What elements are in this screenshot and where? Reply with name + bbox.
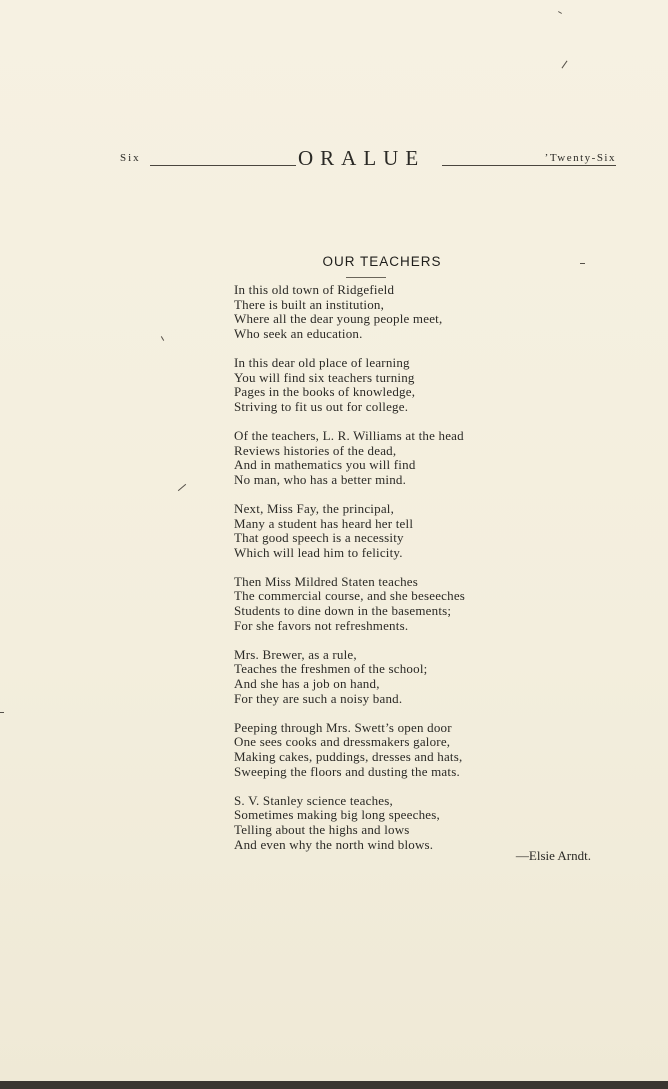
poem-line: One sees cooks and dressmakers galore,: [234, 734, 451, 750]
header-rule-left: [150, 165, 296, 166]
poem-line: You will find six teachers turning: [234, 369, 415, 385]
poem-line: Making cakes, puddings, dresses and hats,: [234, 749, 463, 764]
poem-line: Pages in the books of knowledge,: [234, 384, 416, 400]
poem-line: Which will lead him to felicity.: [234, 544, 403, 560]
poem-body: [234, 283, 594, 867]
stanza: [234, 721, 594, 779]
poem-line: Who seek an education.: [234, 325, 363, 341]
poem-line: Peeping through Mrs. Swett’s open door: [234, 719, 452, 735]
poem-line: Reviews histories of the dead,: [234, 442, 397, 458]
stanza: [234, 356, 594, 414]
publication-title: ORALUE: [298, 146, 426, 170]
poem-line: No man, who has a better mind.: [234, 471, 407, 487]
title-underline: [346, 277, 386, 278]
running-header: [120, 148, 616, 172]
scan-mark: [580, 263, 585, 264]
stanza: [234, 502, 594, 560]
poem-line: Many a student has heard her tell: [234, 515, 414, 531]
poem-line: The commercial course, and she beseeches: [234, 588, 466, 604]
poem-line: In this old town of Ridgefield: [234, 282, 395, 297]
scan-edge: [0, 1081, 668, 1089]
poem-line: And in mathematics you will find: [234, 457, 416, 473]
poem-line: Telling about the highs and lows: [234, 821, 410, 837]
poem-title: OUR TEACHERS: [322, 254, 442, 269]
poem-line: That good speech is a necessity: [234, 530, 404, 546]
stanza: [234, 648, 594, 706]
class-year: ’Twenty-Six: [544, 152, 616, 164]
poem-line: Where all the dear young people meet,: [234, 311, 443, 327]
page-number-word: Six: [120, 152, 141, 164]
scan-mark: [562, 61, 568, 69]
poem-line: Of the teachers, L. R. Williams at the head: [234, 427, 464, 443]
poem-line: And even why the north wind blows.: [234, 836, 434, 852]
stanza: [234, 283, 594, 341]
poem-attribution: —Elsie Arndt.: [515, 848, 591, 863]
poem-line: Then Miss Mildred Staten teaches: [234, 573, 419, 589]
poem-line: Mrs. Brewer, as a rule,: [234, 646, 357, 662]
stanza: [234, 575, 594, 633]
poem-line: There is built an institution,: [234, 296, 385, 312]
header-rule-right: [442, 165, 616, 166]
poem-line: Striving to fit us out for college.: [234, 398, 409, 414]
poem-line: Next, Miss Fay, the principal,: [234, 500, 395, 516]
poem-line: Sometimes making big long speeches,: [234, 807, 440, 823]
poem-line: Sweeping the floors and dusting the mats.: [234, 763, 460, 779]
stanza: [234, 794, 594, 852]
scan-mark: [558, 11, 562, 14]
poem-line: And she has a job on hand,: [234, 676, 380, 692]
scan-mark: [178, 484, 186, 491]
poem-line: In this dear old place of learning: [234, 354, 410, 370]
poem-line: For she favors not refreshments.: [234, 617, 409, 633]
poem-line: Students to dine down in the basements;: [234, 603, 452, 619]
scan-mark: [0, 712, 4, 713]
poem-line: S. V. Stanley science teaches,: [234, 792, 393, 808]
poem-line: Teaches the freshmen of the school;: [234, 661, 428, 677]
stanza: [234, 429, 594, 487]
scan-mark: [161, 336, 164, 341]
poem-line: For they are such a noisy band.: [234, 690, 403, 706]
